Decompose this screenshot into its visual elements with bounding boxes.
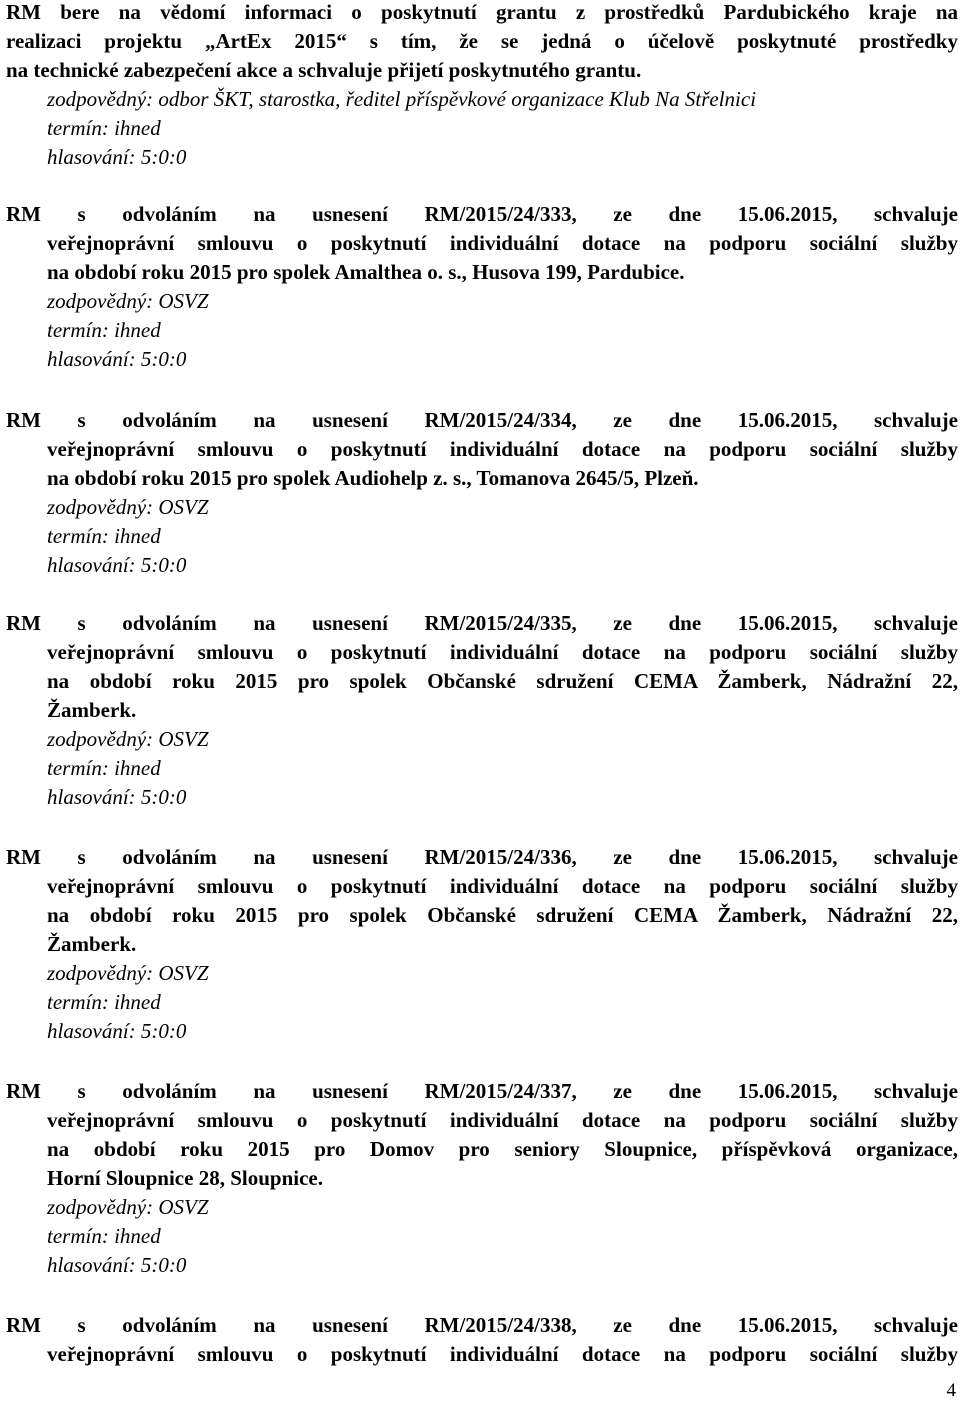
vote-line: hlasování: 5:0:0 bbox=[47, 1253, 187, 1277]
resolution-text-line: veřejnoprávní smlouvu o poskytnutí individuální dotace na podporu sociální služby bbox=[47, 874, 958, 898]
deadline-line: termín: ihned bbox=[47, 116, 161, 140]
resolution-text-line: Žamberk. bbox=[47, 698, 137, 722]
responsible-line: zodpovědný: OSVZ bbox=[47, 961, 209, 985]
vote-line: hlasování: 5:0:0 bbox=[47, 553, 187, 577]
resolution-text-line: na období roku 2015 pro Domov pro seniory Sloupnice, příspěvková organizace, bbox=[47, 1137, 958, 1161]
resolution-text-line: na období roku 2015 pro spolek Občanské sdružení CEMA Žamberk, Nádražní 22, bbox=[47, 669, 958, 693]
page-number: 4 bbox=[946, 1380, 956, 1401]
resolution-text-line: RM bere na vědomí informaci o poskytnutí grantu z prostředků Pardubického kraje na bbox=[6, 0, 958, 24]
resolution-text-line: na období roku 2015 pro spolek Občanské sdružení CEMA Žamberk, Nádražní 22, bbox=[47, 903, 958, 927]
resolution-text-line: RM s odvoláním na usnesení RM/2015/24/337, ze dne 15.06.2015, schvaluje bbox=[6, 1079, 958, 1103]
resolution-text-line: veřejnoprávní smlouvu o poskytnutí individuální dotace na podporu sociální služby bbox=[47, 231, 958, 255]
deadline-line: termín: ihned bbox=[47, 756, 161, 780]
resolution-text-line: na období roku 2015 pro spolek Amalthea o. s., Husova 199, Pardubice. bbox=[47, 260, 685, 284]
resolution-text-line: realizaci projektu „ArtEx 2015“ s tím, že se jedná o účelově poskytnuté prostředky bbox=[6, 29, 958, 53]
resolution-text-line: na technické zabezpečení akce a schvaluje přijetí poskytnutého grantu. bbox=[6, 58, 642, 82]
resolution-text-line: RM s odvoláním na usnesení RM/2015/24/334, ze dne 15.06.2015, schvaluje bbox=[6, 408, 958, 432]
responsible-line: zodpovědný: OSVZ bbox=[47, 289, 209, 313]
deadline-line: termín: ihned bbox=[47, 524, 161, 548]
deadline-line: termín: ihned bbox=[47, 318, 161, 342]
resolution-text-line: veřejnoprávní smlouvu o poskytnutí individuální dotace na podporu sociální služby bbox=[47, 640, 958, 664]
vote-line: hlasování: 5:0:0 bbox=[47, 145, 187, 169]
responsible-line: zodpovědný: OSVZ bbox=[47, 495, 209, 519]
resolution-text-line: veřejnoprávní smlouvu o poskytnutí individuální dotace na podporu sociální služby bbox=[47, 1342, 958, 1366]
deadline-line: termín: ihned bbox=[47, 990, 161, 1014]
resolution-text-line: RM s odvoláním na usnesení RM/2015/24/333, ze dne 15.06.2015, schvaluje bbox=[6, 202, 958, 226]
resolution-text-line: na období roku 2015 pro spolek Audiohelp z. s., Tomanova 2645/5, Plzeň. bbox=[47, 466, 699, 490]
resolution-text-line: RM s odvoláním na usnesení RM/2015/24/338, ze dne 15.06.2015, schvaluje bbox=[6, 1313, 958, 1337]
resolution-text-line: Horní Sloupnice 28, Sloupnice. bbox=[47, 1166, 323, 1190]
responsible-line: zodpovědný: OSVZ bbox=[47, 1195, 209, 1219]
resolution-text-line: veřejnoprávní smlouvu o poskytnutí individuální dotace na podporu sociální služby bbox=[47, 1108, 958, 1132]
resolution-text-line: Žamberk. bbox=[47, 932, 137, 956]
vote-line: hlasování: 5:0:0 bbox=[47, 785, 187, 809]
resolution-text-line: RM s odvoláním na usnesení RM/2015/24/336, ze dne 15.06.2015, schvaluje bbox=[6, 845, 958, 869]
responsible-line: zodpovědný: odbor ŠKT, starostka, ředitel příspěvkové organizace Klub Na Střelnici bbox=[47, 87, 757, 111]
responsible-line: zodpovědný: OSVZ bbox=[47, 727, 209, 751]
vote-line: hlasování: 5:0:0 bbox=[47, 1019, 187, 1043]
resolution-text-line: veřejnoprávní smlouvu o poskytnutí individuální dotace na podporu sociální služby bbox=[47, 437, 958, 461]
deadline-line: termín: ihned bbox=[47, 1224, 161, 1248]
resolution-text-line: RM s odvoláním na usnesení RM/2015/24/335, ze dne 15.06.2015, schvaluje bbox=[6, 611, 958, 635]
vote-line: hlasování: 5:0:0 bbox=[47, 347, 187, 371]
